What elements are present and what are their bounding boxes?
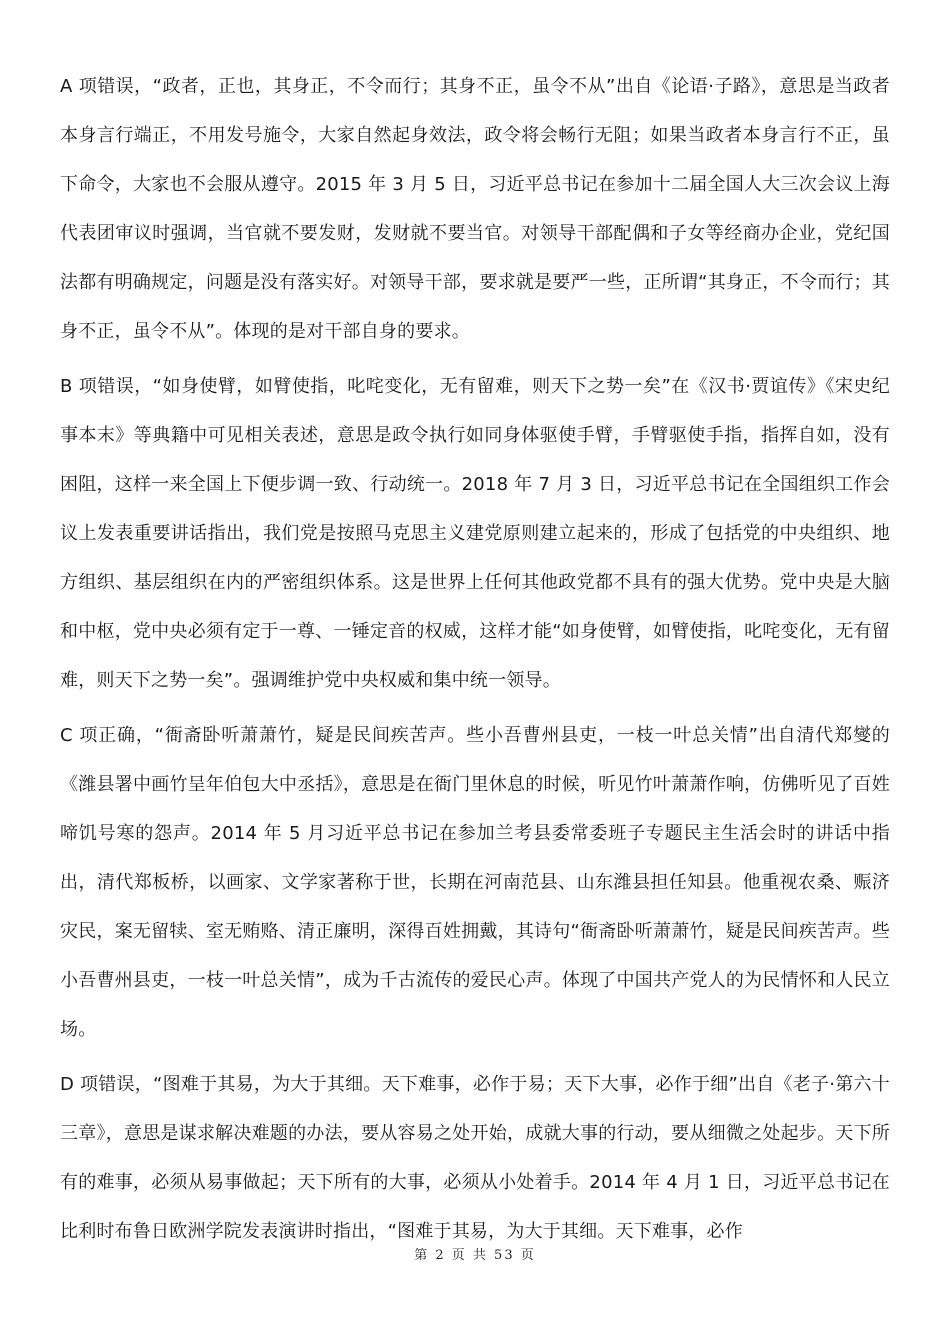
document-body [60, 62, 890, 1262]
page-number-footer: 第 2 页 共 53 页 [414, 1248, 536, 1263]
paragraph-option-d: D 项错误，“图难于其易，为大于其细。天下难事，必作于易；天下大事，必作于细”出自《老子·第六十三章》，意思是谋求解决难题的办法，要从容易之处开始，成就大事的行动，要从细微之处起步。天下所有的难事，必须从易事做起；天下所有的大事，必须从小处着手。2014 年 4 月 1 日，习近平总书记在比利时布鲁日欧洲学院发表演讲时指出，“图难于其易，为大于其细。天下难事，必作 [60, 1074, 890, 1242]
paragraph-option-b: B 项错误，“如身使臂，如臂使指，叱咤变化，无有留难，则天下之势一矣”在《汉书·贾谊传》《宋史纪事本末》等典籍中可见相关表述，意思是政令执行如同身体驱使手臂，手臂驱使手指，指挥自如，没有困阻，这样一来全国上下便步调一致、行动统一。2018 年 7 月 3 日，习近平总书记在全国组织工作会议上发表重要讲话指出，我们党是按照马克思主义建党原则建立起来的，形成了包括党的中央组织、地方组织、基层组织在内的严密组织体系。这是世界上任何其他政党都不具有的强大优势。党中央是大脑和中枢，党中央必须有定于一尊、一锤定音的权威，这样才能“如身使臂，如臂使指，叱咤变化，无有留难，则天下之势一矣”。强调维护党中央权威和集中统一领导。 [60, 376, 890, 691]
paragraph-option-a: A 项错误，“政者，正也，其身正，不令而行；其身不正，虽令不从”出自《论语·子路》，意思是当政者本身言行端正，不用发号施令，大家自然起身效法，政令将会畅行无阻；如果当政者本身言行不正，虽下命令，大家也不会服从遵守。2015 年 3 月 5 日，习近平总书记在参加十二届全国人大三次会议上海代表团审议时强调，当官就不要发财，发财就不要当官。对领导干部配偶和子女等经商办企业，党纪国法都有明确规定，问题是没有落实好。对领导干部，要求就是要严一些，正所谓“其身正，不令而行；其身不正，虽令不从”。体现的是对干部自身的要求。 [60, 76, 890, 342]
paragraph-option-c: C 项正确，“衙斋卧听萧萧竹，疑是民间疾苦声。些小吾曹州县吏，一枝一叶总关情”出自清代郑燮的《潍县署中画竹呈年伯包大中丞括》，意思是在衙门里休息的时候，听见竹叶萧萧作响，仿佛听见了百姓啼饥号寒的怨声。2014 年 5 月习近平总书记在参加兰考县委常委班子专题民主生活会时的讲话中指出，清代郑板桥，以画家、文学家著称于世，长期在河南范县、山东潍县担任知县。他重视农桑、赈济灾民，案无留犊、室无贿赂、清正廉明，深得百姓拥戴，其诗句“衙斋卧听萧萧竹，疑是民间疾苦声。些小吾曹州县吏，一枝一叶总关情”，成为千古流传的爱民心声。体现了中国共产党人的为民情怀和人民立场。 [60, 725, 890, 1040]
